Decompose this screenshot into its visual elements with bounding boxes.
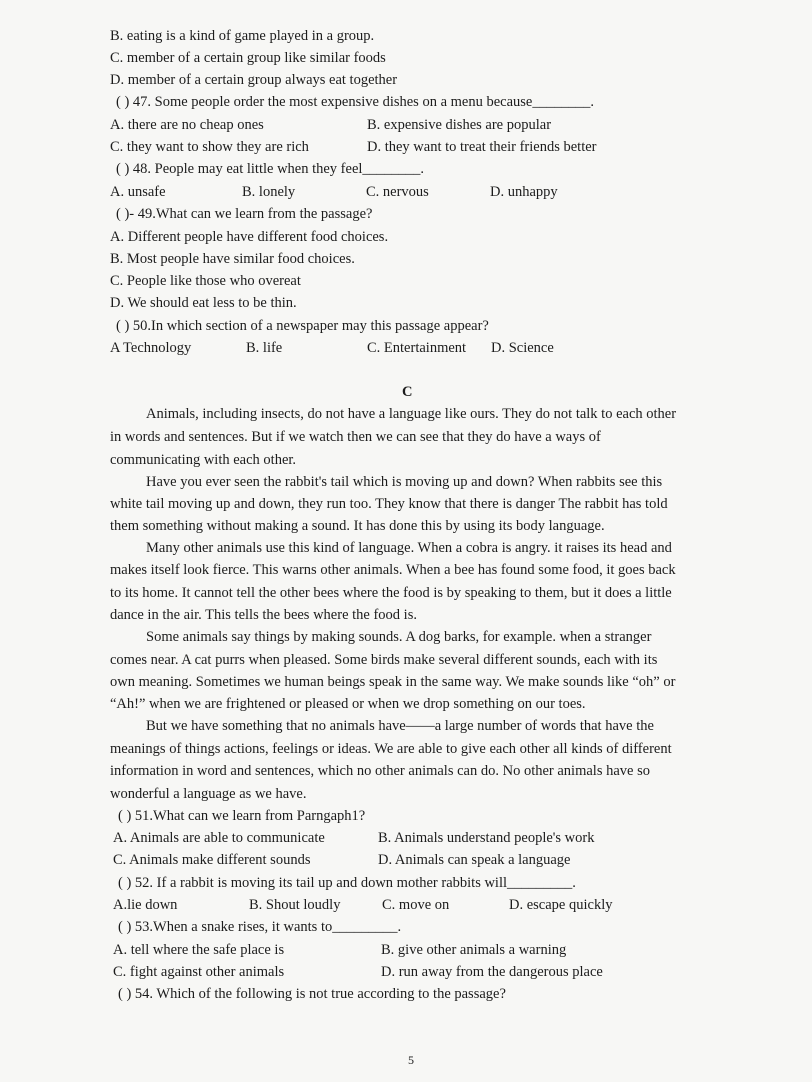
question-48-stem: ( ) 48. People may eat little when they feel________. xyxy=(116,161,425,177)
question-47-stem: ( ) 47. Some people order the most expensive dishes on a menu because________. xyxy=(116,94,594,110)
passage-p4-line: “Ah!” when we are frightened or pleased or when we drop something on our toes. xyxy=(110,696,586,712)
passage-p4-line: comes near. A cat purrs when pleased. Some birds make several different sounds, each with its xyxy=(110,652,658,668)
question-53-option-d: D. run away from the dangerous place xyxy=(381,964,603,980)
question-51-option-a: A. Animals are able to communicate xyxy=(113,830,325,846)
passage-p5-line: information in word and sentences, which no other animals can do. No other animals have so xyxy=(110,763,650,779)
question-48-option-b: B. lonely xyxy=(242,184,296,200)
question-50-option-c: C. Entertainment xyxy=(367,340,467,356)
question-49-stem: ( )- 49.What can we learn from the passage? xyxy=(116,206,373,222)
question-48-option-a: A. unsafe xyxy=(110,184,166,200)
question-47-option-c: C. they want to show they are rich xyxy=(110,139,309,155)
question-51-option-c: C. Animals make different sounds xyxy=(113,852,311,868)
passage-p3-line: dance in the air. This tells the bees where the food is. xyxy=(110,607,417,623)
passage-p3-line: to its home. It cannot tell the other bees where the food is by speaking to them, but it does a little xyxy=(110,585,672,601)
question-51-option-d: D. Animals can speak a language xyxy=(378,852,571,868)
question-53-stem: ( ) 53.When a snake rises, it wants to_________. xyxy=(118,919,402,935)
passage-p3-line: makes itself look fierce. This warns other animals. When a bee has found some food, it goes back xyxy=(110,562,676,578)
question-47-option-d: D. they want to treat their friends better xyxy=(367,139,597,155)
passage-p3-line: Many other animals use this kind of language. When a cobra is angry. it raises its head and xyxy=(146,540,672,556)
question-52-stem: ( ) 52. If a rabbit is moving its tail up and down mother rabbits will_________. xyxy=(118,875,576,891)
question-50-option-b: B. life xyxy=(246,340,283,356)
question-48-option-d: D. unhappy xyxy=(490,184,558,200)
question-53-option-c: C. fight against other animals xyxy=(113,964,285,980)
question-47-option-a: A. there are no cheap ones xyxy=(110,117,264,133)
passage-p2-line: Have you ever seen the rabbit's tail which is moving up and down? When rabbits see this xyxy=(146,474,663,490)
question-49-option-b: B. Most people have similar food choices. xyxy=(110,251,355,267)
passage-p5-line: meanings of things actions, feelings or ideas. We are able to give each other all kinds of different xyxy=(110,741,672,757)
passage-p4-line: own meaning. Sometimes we human beings speak in the same way. We make sounds like “oh” or xyxy=(110,674,676,690)
passage-p2-line: white tail moving up and down, they run too. They know that there is danger The rabbit has told xyxy=(110,496,668,512)
question-48-option-c: C. nervous xyxy=(366,184,429,200)
question-49-option-a: A. Different people have different food choices. xyxy=(110,229,389,245)
passage-p1-line: communicating with each other. xyxy=(110,452,297,468)
question-53-option-a: A. tell where the safe place is xyxy=(113,942,285,958)
question-52-option-a: A.lie down xyxy=(113,897,178,913)
question-47-option-b: B. expensive dishes are popular xyxy=(367,117,552,133)
passage-p1-line: in words and sentences. But if we watch then we can see that they do have a ways of xyxy=(110,429,601,445)
passage-p1-line: Animals, including insects, do not have a language like ours. They do not talk to each other xyxy=(146,406,677,422)
option-d-prev: D. member of a certain group always eat together xyxy=(110,72,398,88)
question-54-stem: ( ) 54. Which of the following is not true according to the passage? xyxy=(118,986,506,1002)
passage-p5-line: wonderful a language as we have. xyxy=(110,786,307,802)
question-50-stem: ( ) 50.In which section of a newspaper may this passage appear? xyxy=(116,318,489,334)
question-50-option-d: D. Science xyxy=(491,340,554,356)
question-52-option-d: D. escape quickly xyxy=(509,897,613,913)
question-50-option-a: A Technology xyxy=(110,340,192,356)
passage-p2-line: them something without making a sound. It has done this by using its body language. xyxy=(110,518,605,534)
passage-p4-line: Some animals say things by making sounds. A dog barks, for example. when a stranger xyxy=(146,629,652,645)
question-52-option-b: B. Shout loudly xyxy=(249,897,341,913)
page-number: 5 xyxy=(408,1053,414,1067)
question-52-option-c: C. move on xyxy=(382,897,450,913)
section-c-heading: C xyxy=(402,384,413,400)
question-51-stem: ( ) 51.What can we learn from Parngaph1? xyxy=(118,808,366,824)
question-53-option-b: B. give other animals a warning xyxy=(381,942,567,958)
option-c-prev: C. member of a certain group like similar foods xyxy=(110,50,386,66)
option-b-prev: B. eating is a kind of game played in a group. xyxy=(110,28,375,44)
passage-p5-line: But we have something that no animals have——a large number of words that have the xyxy=(146,718,654,734)
question-49-option-d: D. We should eat less to be thin. xyxy=(110,295,297,311)
question-51-option-b: B. Animals understand people's work xyxy=(378,830,595,846)
question-49-option-c: C. People like those who overeat xyxy=(110,273,301,289)
